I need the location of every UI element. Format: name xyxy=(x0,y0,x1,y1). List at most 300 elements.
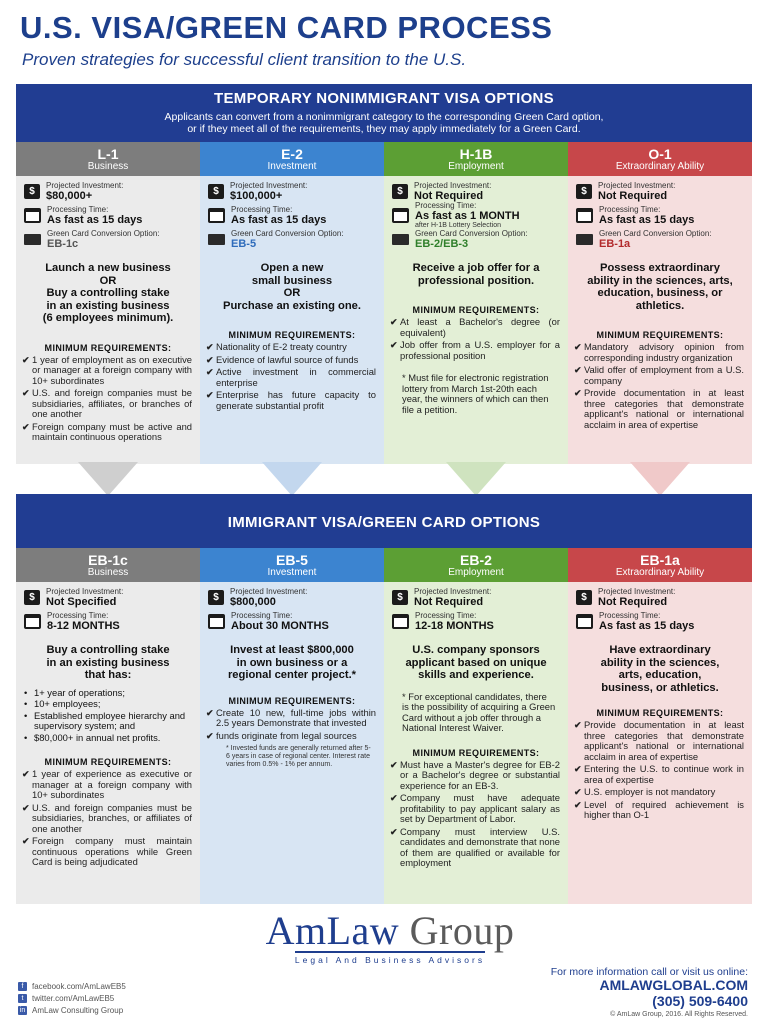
social-link[interactable] xyxy=(18,1004,126,1016)
description-line: OR xyxy=(283,287,301,299)
info-value: $80,000+ xyxy=(46,190,93,202)
checkmark-icon: ✔ xyxy=(574,799,582,810)
description-line: Possess extraordinary xyxy=(599,262,721,274)
description-line: Open a new xyxy=(260,262,324,274)
description-line: professional position. xyxy=(417,274,535,287)
copyright: © AmLaw Group, 2016. All Rights Reserved. xyxy=(610,1011,748,1018)
visa-code: EB-1a xyxy=(640,552,680,568)
immigrant-column-eb-5 xyxy=(200,548,384,904)
requirement-text: Foreign company must maintain continuous operations while Green Card is being adjudicated xyxy=(32,835,192,867)
social-text: AmLaw Consulting Group xyxy=(32,1005,124,1015)
checkmark-icon: ✔ xyxy=(206,354,214,365)
info-value: EB-2/EB-3 xyxy=(415,238,469,250)
info-value: Not Required xyxy=(598,596,668,608)
description-line: in an existing business xyxy=(46,656,170,669)
checkmark-icon: ✔ xyxy=(574,764,582,774)
dollar-icon: $ xyxy=(24,590,40,605)
info-label: Projected Investment: xyxy=(598,587,676,596)
info-label: Projected Investment: xyxy=(46,181,124,190)
visa-category: Business xyxy=(87,567,129,578)
info-label: Projected Investment: xyxy=(230,181,308,190)
info-row xyxy=(200,608,384,632)
dollar-icon: $ xyxy=(576,184,592,199)
requirement-text: Mandatory advisory opinion from corresponding industry organization xyxy=(584,341,744,363)
requirement-item xyxy=(568,342,752,363)
info-value: As fast as 15 days xyxy=(599,214,695,226)
requirement-text: U.S. employer is not mandatory xyxy=(584,786,716,797)
visa-category: Extraordinary Ability xyxy=(615,567,705,578)
info-text xyxy=(414,587,491,608)
requirement-text: At least a Bachelor's degree (or equivalent) xyxy=(400,316,560,338)
requirement-text: Valid offer of employment from a U.S. company xyxy=(584,364,744,386)
social-text: twitter.com/AmLawEB5 xyxy=(32,993,115,1003)
checkmark-icon: ✔ xyxy=(206,342,214,352)
info-row xyxy=(200,178,384,202)
column-header xyxy=(16,548,200,582)
bullet-text: $80,000+ in annual net profits. xyxy=(34,731,161,743)
visa-category: Investment xyxy=(267,567,317,578)
requirement-text: Company must interview U.S. candidates and demonstrate that none of them are qualified or available for employment xyxy=(400,825,561,868)
info-label: Projected Investment: xyxy=(414,181,492,190)
minimum-requirements-title: MINIMUM REQUIREMENTS: xyxy=(596,330,724,340)
description-line: Receive a job offer for a xyxy=(412,262,540,274)
description-line: small business xyxy=(251,274,333,287)
info-value: Not Required xyxy=(414,190,484,202)
info-value: Not Specified xyxy=(46,596,117,608)
requirement-item xyxy=(568,388,752,430)
requirement-item xyxy=(384,317,568,338)
requirement-item xyxy=(16,422,200,443)
checkmark-icon: ✔ xyxy=(574,388,582,398)
requirement-item xyxy=(384,760,568,792)
info-row xyxy=(384,584,568,608)
info-text xyxy=(231,205,326,226)
visa-code: O-1 xyxy=(648,146,672,162)
calendar-icon xyxy=(24,208,41,223)
immigrant-column-eb-1a xyxy=(568,548,752,904)
logo-group-text: Group xyxy=(409,908,515,953)
column-description xyxy=(568,262,752,312)
info-value: 8-12 MONTHS xyxy=(47,620,120,632)
description-line: Invest at least $800,000 xyxy=(230,644,354,656)
requirement-item xyxy=(200,390,384,411)
info-label: Green Card Conversion Option: xyxy=(415,229,528,238)
checkmark-icon: ✔ xyxy=(22,836,30,846)
temporary-title: TEMPORARY NONIMMIGRANT VISA OPTIONS xyxy=(214,90,554,107)
info-value: As fast as 15 days xyxy=(599,620,695,632)
description-line: arts, education, xyxy=(618,669,702,681)
info-text xyxy=(46,587,123,608)
social-link[interactable] xyxy=(18,980,126,992)
column-description xyxy=(384,262,568,287)
info-text xyxy=(47,229,160,250)
description-line: Purchase an existing one. xyxy=(222,299,362,312)
calendar-icon xyxy=(576,208,593,223)
visa-category: Business xyxy=(87,161,129,172)
info-row xyxy=(384,201,568,229)
checkmark-icon: ✔ xyxy=(390,340,398,350)
description-line: ability in the sciences, xyxy=(600,656,720,669)
description-line: in an existing business xyxy=(46,299,170,312)
requirement-item xyxy=(384,827,568,869)
info-value: As fast as 1 MONTH xyxy=(415,210,520,222)
info-label: Projected Investment: xyxy=(414,587,492,596)
column-header xyxy=(16,142,200,176)
description-line: Buy a controlling stake xyxy=(46,287,170,299)
info-text xyxy=(599,611,694,632)
info-value: EB-1a xyxy=(599,238,631,250)
description-line: (6 employees minimum). xyxy=(42,312,174,324)
info-label: Green Card Conversion Option: xyxy=(599,229,712,238)
visa-code: EB-5 xyxy=(276,552,308,568)
bullet-dot: • xyxy=(24,686,28,698)
description-line: that has: xyxy=(84,669,132,681)
info-value: As fast as 15 days xyxy=(47,214,143,226)
twitter-icon: t xyxy=(18,994,27,1003)
info-text xyxy=(599,229,712,250)
down-arrow-icon xyxy=(262,462,322,496)
temporary-column-o-1 xyxy=(568,142,752,464)
bullet-dot: • xyxy=(24,698,28,709)
info-value: About 30 MONTHS xyxy=(231,620,329,632)
dollar-icon: $ xyxy=(392,184,408,199)
column-header xyxy=(200,142,384,176)
requirement-item xyxy=(384,793,568,825)
temporary-column-e-2 xyxy=(200,142,384,464)
requirement-text: Company must have adequate profitability to pay applicant salary as set by Department of Labor. xyxy=(400,792,560,824)
column-header xyxy=(568,548,752,582)
immigrant-band xyxy=(16,494,752,548)
checkmark-icon: ✔ xyxy=(574,787,582,797)
requirement-text: Active investment in commercial enterprise xyxy=(216,366,376,388)
info-label: Processing Time: xyxy=(599,205,661,214)
checkmark-icon: ✔ xyxy=(574,365,582,375)
info-label: Processing Time: xyxy=(231,611,293,620)
info-row xyxy=(16,178,200,202)
temporary-grid xyxy=(16,142,752,464)
requirement-item xyxy=(16,803,200,835)
description-line: in own business or a xyxy=(236,656,348,669)
description-line: applicant based on unique xyxy=(405,656,547,669)
description-line: Have extraordinary xyxy=(609,644,711,656)
bullet-text: 10+ employees; xyxy=(34,698,101,709)
checkmark-icon: ✔ xyxy=(574,720,582,730)
info-label: Green Card Conversion Option: xyxy=(47,229,160,238)
info-block xyxy=(200,582,384,636)
info-row xyxy=(16,226,200,250)
requirement-item xyxy=(568,720,752,762)
info-value: $100,000+ xyxy=(230,190,283,202)
visa-code: L-1 xyxy=(97,146,119,162)
social-text: facebook.com/AmLawEB5 xyxy=(32,981,126,991)
column-description xyxy=(16,644,200,682)
dollar-icon: $ xyxy=(24,184,40,199)
immigrant-column-eb-1c xyxy=(16,548,200,904)
temporary-description xyxy=(16,111,752,135)
info-block xyxy=(16,176,200,254)
info-text xyxy=(414,181,491,202)
requirement-item xyxy=(568,365,752,386)
dollar-icon: $ xyxy=(392,590,408,605)
description-line: ability in the sciences, arts, xyxy=(587,274,733,287)
info-text xyxy=(415,229,528,250)
contact-block xyxy=(551,966,748,1018)
logo-tagline: Legal And Business Advisors xyxy=(295,951,485,965)
info-value: EB-1c xyxy=(47,238,79,250)
requirement-text: Provide documentation in at least three categories that demonstrate applicant's national or international acclaim in area of expertise xyxy=(584,387,744,430)
minimum-requirements-title: MINIMUM REQUIREMENTS: xyxy=(228,330,356,340)
requirement-item xyxy=(16,769,200,801)
arrow-row xyxy=(16,462,752,492)
info-row xyxy=(200,226,384,250)
info-value: EB-5 xyxy=(231,238,257,250)
requirement-item xyxy=(200,731,384,742)
info-text xyxy=(231,611,329,632)
down-arrow-icon xyxy=(630,462,690,496)
bullet-list xyxy=(16,688,200,744)
description-line: skills and experience. xyxy=(418,669,534,681)
requirement-item xyxy=(16,388,200,420)
visa-category: Investment xyxy=(267,161,317,172)
info-value: $800,000 xyxy=(230,596,276,608)
description-line: regional center project.* xyxy=(227,669,357,681)
immigrant-grid xyxy=(16,548,752,904)
info-label: Projected Investment: xyxy=(46,587,124,596)
requirement-item xyxy=(568,800,752,821)
requirement-item xyxy=(568,787,752,798)
minimum-requirements-title: MINIMUM REQUIREMENTS: xyxy=(228,695,356,706)
phone-number[interactable]: (305) 509-6400 xyxy=(652,993,748,1009)
dollar-icon: $ xyxy=(576,590,592,605)
checkmark-icon: ✔ xyxy=(22,769,30,779)
info-label: Processing Time: xyxy=(47,611,109,620)
info-row xyxy=(568,608,752,632)
calendar-icon xyxy=(208,614,225,629)
info-text xyxy=(230,587,307,608)
dollar-icon: $ xyxy=(208,590,224,605)
bullet-item xyxy=(16,699,200,710)
checkmark-icon: ✔ xyxy=(206,707,214,718)
social-link[interactable] xyxy=(18,992,126,1004)
requirement-text: Foreign company must be active and maintain continuous operations xyxy=(32,420,192,442)
bullet-dot: • xyxy=(24,709,28,721)
visa-category: Employment xyxy=(448,161,504,172)
visa-code: EB-1c xyxy=(88,552,128,568)
checkmark-icon: ✔ xyxy=(390,793,398,803)
info-row xyxy=(568,226,752,250)
temporary-description-line: or if they meet all of the requirements, they may apply immediately for a Green Card. xyxy=(187,123,581,135)
immigrant-title: IMMIGRANT VISA/GREEN CARD OPTIONS xyxy=(227,514,541,531)
checkmark-icon: ✔ xyxy=(390,826,398,837)
info-text xyxy=(599,205,694,226)
dollar-icon: $ xyxy=(208,184,224,199)
requirement-text: U.S. and foreign companies must be subsidiaries, affiliates, or branches of one another xyxy=(32,387,192,419)
column-description xyxy=(200,262,384,312)
description-line: Launch a new business xyxy=(45,262,171,274)
requirement-text: 1 year of experience as executive or manager at a foreign company with 10+ subordinates xyxy=(32,768,192,800)
description-line: athletics. xyxy=(635,299,685,312)
info-row xyxy=(16,608,200,632)
checkmark-icon: ✔ xyxy=(22,421,30,432)
description-line: Buy a controlling stake xyxy=(46,644,170,656)
info-row xyxy=(568,202,752,226)
id-card-icon xyxy=(24,234,41,245)
info-row xyxy=(200,202,384,226)
info-label: Processing Time: xyxy=(47,205,109,214)
bullet-item xyxy=(16,711,200,732)
column-note: * For exceptional candidates, there is the possibility of acquiring a Green Card without a job offer through a National Interest Waiver. xyxy=(402,690,556,733)
requirement-text: Create 10 new, full-time jobs within 2.5 years Demonstrate that invested xyxy=(216,706,376,728)
info-note: after H-1B Lottery Selection xyxy=(415,222,501,229)
page-title: U.S. VISA/GREEN CARD PROCESS xyxy=(20,10,553,45)
bullet-text: 1+ year of operations; xyxy=(34,686,125,698)
info-text xyxy=(598,587,675,608)
column-header xyxy=(568,142,752,176)
temporary-band xyxy=(16,84,752,142)
calendar-icon xyxy=(576,614,593,629)
description-line: U.S. company sponsors xyxy=(412,644,540,656)
requirement-text: U.S. and foreign companies must be subsidiaries, branches, or affiliates of one another xyxy=(32,801,192,834)
info-label: Projected Investment: xyxy=(230,587,308,596)
info-block xyxy=(568,582,752,636)
requirement-text: Provide documentation in at least three categories that demonstrate applicant's national or international acclaim in area of expertise xyxy=(584,719,744,762)
info-text xyxy=(598,181,675,202)
info-row xyxy=(200,584,384,608)
info-block xyxy=(384,582,568,636)
calendar-icon xyxy=(392,208,409,223)
requirement-text: Evidence of lawful source of funds xyxy=(216,353,359,365)
info-value: As fast as 15 days xyxy=(231,214,327,226)
facebook-icon: f xyxy=(18,982,27,991)
description-line: education, business, or xyxy=(597,287,723,299)
minimum-requirements-title: MINIMUM REQUIREMENTS: xyxy=(44,757,172,767)
temporary-column-l-1 xyxy=(16,142,200,464)
requirement-text: Level of required achievement is higher than O-1 xyxy=(584,798,744,820)
social-links xyxy=(18,980,126,1016)
description-line: OR xyxy=(99,274,117,287)
bullet-text: Established employee hierarchy and supervisory system; and xyxy=(34,709,186,731)
visa-category: Employment xyxy=(448,567,504,578)
minimum-requirements-title: MINIMUM REQUIREMENTS: xyxy=(412,305,540,315)
visa-code: E-2 xyxy=(281,146,303,162)
requirement-item xyxy=(16,836,200,868)
id-card-icon xyxy=(392,234,409,245)
info-block xyxy=(568,176,752,254)
info-label: Processing Time: xyxy=(415,201,477,210)
info-row xyxy=(16,584,200,608)
column-header xyxy=(384,142,568,176)
page-subtitle: Proven strategies for successful client transition to the U.S. xyxy=(22,50,467,69)
requirement-text: Nationality of E-2 treaty country xyxy=(216,341,347,352)
info-label: Processing Time: xyxy=(231,205,293,214)
temporary-description-line: Applicants can convert from a nonimmigrant category to the corresponding Green Card option, xyxy=(164,111,604,123)
requirement-item xyxy=(200,342,384,353)
bullet-item xyxy=(16,733,200,744)
requirement-text: Job offer from a U.S. employer for a professional position xyxy=(400,339,560,361)
info-label: Processing Time: xyxy=(415,611,477,620)
info-text xyxy=(47,205,142,226)
id-card-icon xyxy=(576,234,593,245)
info-label: Projected Investment: xyxy=(598,181,676,190)
checkmark-icon: ✔ xyxy=(22,388,30,398)
info-block xyxy=(16,582,200,636)
requirement-item xyxy=(568,764,752,785)
linkedin-icon: in xyxy=(19,1006,26,1014)
info-row xyxy=(568,178,752,202)
checkmark-icon: ✔ xyxy=(206,730,214,741)
requirement-item xyxy=(200,708,384,729)
requirement-text: funds originate from legal sources xyxy=(216,729,357,741)
checkmark-icon: ✔ xyxy=(390,759,398,770)
immigrant-column-eb-2 xyxy=(384,548,568,904)
info-text xyxy=(230,181,307,202)
requirement-text: 1 year of employment as on executive or manager at a foreign company with 10+ subordinates xyxy=(32,353,192,386)
checkmark-icon: ✔ xyxy=(390,317,398,327)
checkmark-icon: ✔ xyxy=(22,354,30,365)
id-card-icon xyxy=(208,234,225,245)
info-row xyxy=(384,226,568,250)
minimum-requirements-title: MINIMUM REQUIREMENTS: xyxy=(44,342,172,353)
bullet-item xyxy=(16,688,200,699)
visa-category: Extraordinary Ability xyxy=(615,161,705,172)
info-text xyxy=(415,611,494,632)
logo-main-text: AmLaw xyxy=(265,908,400,953)
requirement-item xyxy=(16,355,200,387)
info-block xyxy=(200,176,384,254)
column-note: * Must file for electronic registration lottery from March 1st-20th each year, the winners of which can then file a petition. xyxy=(402,372,549,415)
info-text xyxy=(231,229,344,250)
contact-label: For more information call or visit us online: xyxy=(550,966,748,978)
amlaw-logo xyxy=(240,908,540,968)
calendar-icon xyxy=(392,614,409,629)
requirement-item xyxy=(200,355,384,366)
checkmark-icon: ✔ xyxy=(206,367,214,377)
visa-code: H-1B xyxy=(459,146,493,162)
temporary-column-h-1b xyxy=(384,142,568,464)
info-row xyxy=(384,608,568,632)
column-description xyxy=(384,644,568,682)
bullet-dot: • xyxy=(24,731,28,743)
column-description xyxy=(568,644,752,694)
info-label: Processing Time: xyxy=(599,611,661,620)
requirement-text: Entering the U.S. to continue work in area of expertise xyxy=(584,763,744,785)
info-row xyxy=(16,202,200,226)
requirement-item xyxy=(384,340,568,361)
requirement-item xyxy=(200,367,384,388)
info-block xyxy=(384,176,568,254)
column-header xyxy=(384,548,568,582)
info-row xyxy=(384,178,568,202)
info-text xyxy=(46,181,123,202)
down-arrow-icon xyxy=(78,462,138,496)
visa-code: EB-2 xyxy=(460,552,492,568)
checkmark-icon: ✔ xyxy=(22,802,30,813)
requirement-text: Must have a Master's degree for EB-2 or a Bachelor's degree or substantial experience for an EB-3. xyxy=(400,758,560,791)
footnote: * Invested funds are generally returned after 5-6 years in case of regional center. Interest rate varies from 0.5% - 1% per annum. xyxy=(226,745,371,768)
calendar-icon xyxy=(208,208,225,223)
minimum-requirements-title: MINIMUM REQUIREMENTS: xyxy=(412,747,540,758)
info-text xyxy=(47,611,120,632)
column-description xyxy=(200,644,384,682)
info-value: Not Required xyxy=(598,190,668,202)
info-text xyxy=(415,201,520,230)
website-link[interactable]: AMLAWGLOBAL.COM xyxy=(599,977,748,993)
down-arrow-icon xyxy=(446,462,506,496)
info-value: 12-18 MONTHS xyxy=(415,620,494,632)
checkmark-icon: ✔ xyxy=(574,342,582,352)
calendar-icon xyxy=(24,614,41,629)
column-header xyxy=(200,548,384,582)
